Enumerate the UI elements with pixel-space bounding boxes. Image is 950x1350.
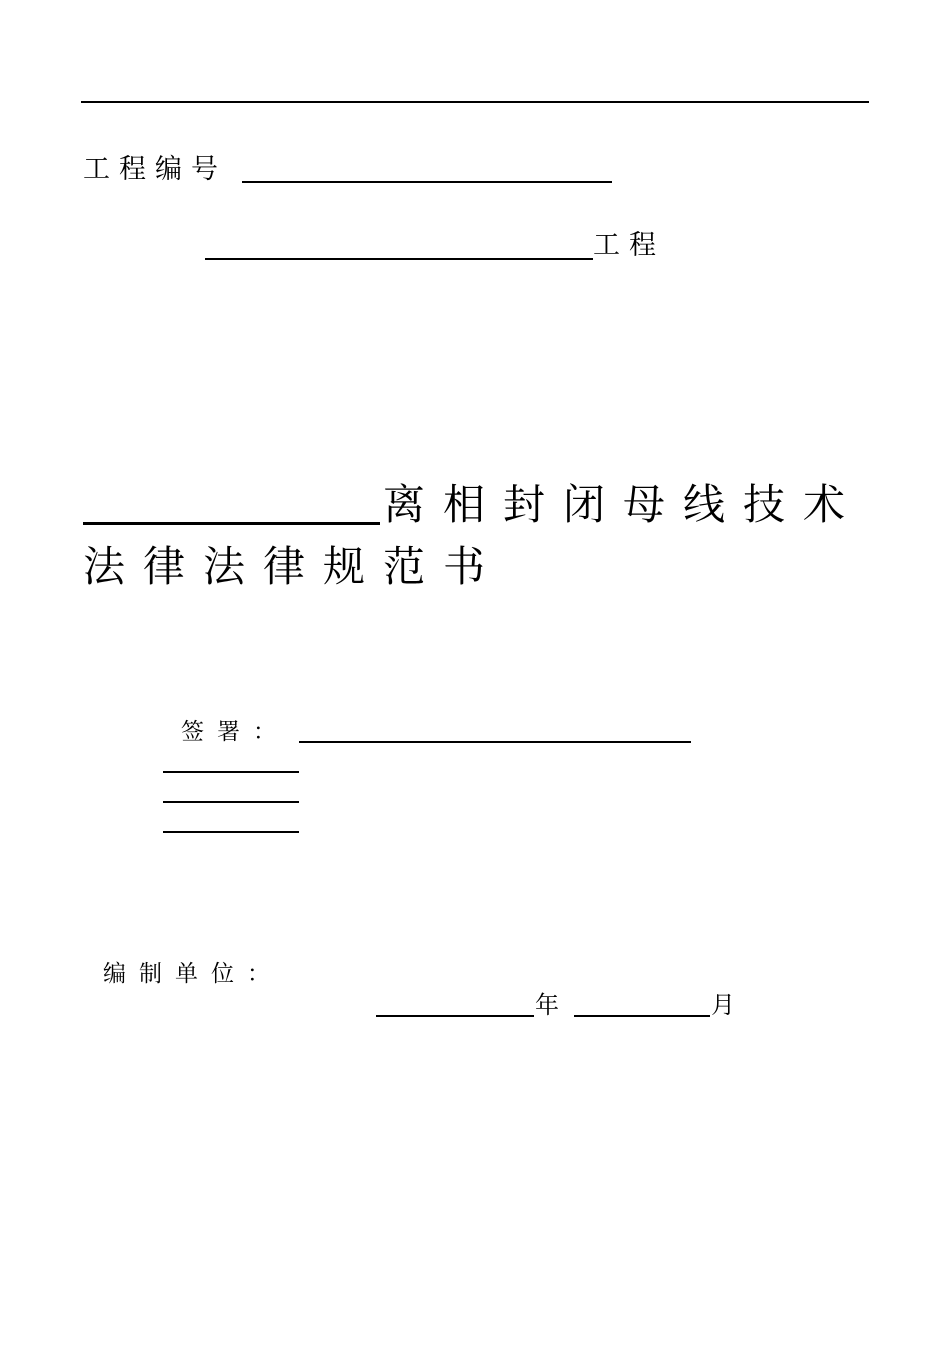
compiling-unit-label: 编制单位： <box>103 961 283 987</box>
project-number-blank-line <box>242 181 612 183</box>
project-name-suffix: 工程 <box>593 230 665 261</box>
signature-blank-line-short <box>163 771 299 773</box>
signature-label: 签署： <box>181 719 289 745</box>
project-number-label: 工程编号 <box>83 154 227 185</box>
document-title-line-1: 离相封闭母线技术 <box>383 480 864 529</box>
project-name-blank-line <box>205 258 593 260</box>
year-blank-line <box>376 1015 534 1017</box>
document-title-line-2: 法律法律规范书 <box>83 542 504 591</box>
month-blank-line <box>574 1015 710 1017</box>
month-label: 月 <box>711 991 735 1019</box>
signature-blank-line <box>299 741 691 743</box>
top-horizontal-rule <box>81 101 869 103</box>
year-label: 年 <box>535 991 559 1019</box>
signature-blank-line-short <box>163 801 299 803</box>
title-blank-line <box>83 522 380 525</box>
signature-blank-line-short <box>163 831 299 833</box>
